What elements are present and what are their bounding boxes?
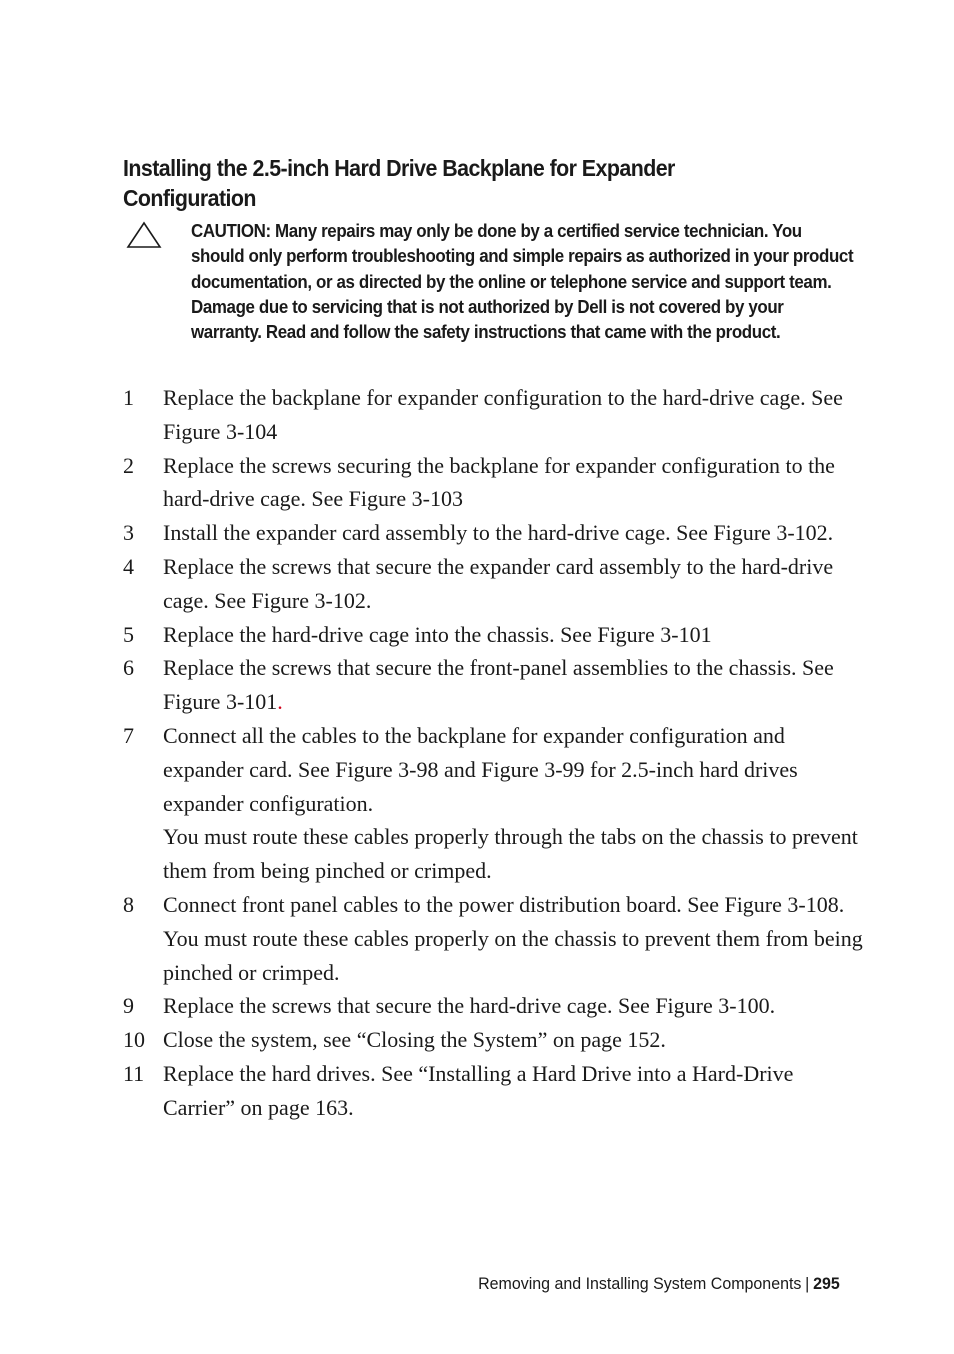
step-text: Replace the hard-drive cage into the chassis. See Figure 3-101 [163, 621, 712, 647]
step-number: 4 [123, 553, 134, 579]
caution-triangle-icon [126, 221, 162, 249]
step-text: Connect front panel cables to the power distribution board. See Figure 3-108. You must route these cables properly on the chassis to prevent them from being pinched or crimped. [163, 891, 863, 985]
step-10 [123, 1023, 863, 1057]
step-number: 9 [123, 993, 134, 1019]
page-footer [478, 1271, 840, 1297]
caution-notice: CAUTION: Many repairs may only be done by a certified service technician. You should only perform troubleshooting and simple repairs as authorized in your product documentation, or as directed by the online or telephone service and support team. Damage due to servicing that is not authorized by Dell is not covered by your warranty. Read and follow the safety instructions that came with the product. [191, 221, 854, 343]
step-number: 6 [123, 655, 134, 681]
step-number: 7 [123, 722, 134, 748]
step-text [163, 651, 863, 719]
step-9 [123, 989, 863, 1023]
step-text: Replace the screws that secure the expander card assembly to the hard-drive cage. See Figure 3-102. [163, 553, 834, 613]
step-6 [123, 651, 863, 719]
step-number: 11 [123, 1060, 145, 1086]
step-number: 2 [123, 452, 134, 478]
step-4 [123, 550, 863, 618]
step-7 [123, 719, 863, 888]
step-text-body: Replace the screws that secure the front-panel assemblies to the chassis. See Figure 3-101 [163, 655, 834, 715]
step-number: 3 [123, 520, 134, 546]
section-heading: Installing the 2.5-inch Hard Drive Backplane for Expander Configuration [123, 155, 675, 211]
step-2 [123, 449, 863, 517]
step-number: 8 [123, 891, 134, 917]
step-number: 5 [123, 621, 134, 647]
procedure-steps [123, 381, 863, 1125]
step-5 [123, 618, 863, 652]
footer-separator: | [805, 1274, 810, 1293]
step-8 [123, 888, 863, 989]
step-text: Connect all the cables to the backplane for expander configuration and expander card. See Figure 3-98 and Figure 3-99 for 2.5-inch hard drives expander configuration. [163, 722, 798, 816]
footer-section-title: Removing and Installing System Components [478, 1274, 802, 1293]
step-1 [123, 381, 863, 449]
step-3 [123, 516, 863, 550]
step-11 [123, 1057, 863, 1125]
step-number: 10 [123, 1027, 145, 1053]
step-text: Install the expander card assembly to the hard-drive cage. See Figure 3-102. [163, 520, 834, 546]
step-text: Replace the screws securing the backplane for expander configuration to the hard-drive cage. See Figure 3-103 [163, 452, 835, 512]
step-text-trailing-period: . [277, 689, 283, 715]
step-text: Close the system, see “Closing the System” on page 152. [163, 1027, 666, 1053]
step-text: Replace the hard drives. See “Installing a Hard Drive into a Hard-Drive Carrier” on page 163. [163, 1060, 794, 1120]
step-text: Replace the backplane for expander configuration to the hard-drive cage. See Figure 3-104 [163, 385, 843, 444]
step-note: You must route these cables properly through the tabs on the chassis to prevent them from being pinched or crimped. [163, 824, 858, 884]
step-text: Replace the screws that secure the hard-drive cage. See Figure 3-100. [163, 993, 776, 1019]
page-number: 295 [813, 1274, 840, 1293]
step-number: 1 [123, 385, 134, 410]
